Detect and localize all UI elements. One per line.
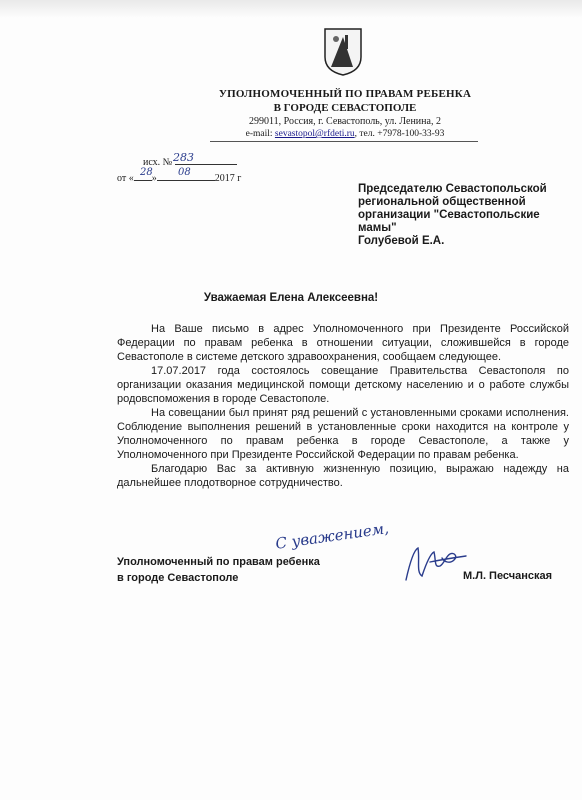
signatory-title (117, 554, 320, 586)
scan-shadow (0, 0, 582, 18)
date-prefix: от « (117, 173, 134, 184)
sender-city: В ГОРОДЕ СЕВАСТОПОЛЕ (273, 102, 417, 114)
salutation: Уважаемая Елена Алексеевна! (203, 292, 379, 304)
header-divider (210, 141, 478, 142)
handwritten-month: 08 (178, 167, 191, 178)
signatory-name: М.Л. Песчанская (463, 570, 553, 582)
date-row: от « » 2017 г (117, 170, 241, 185)
date-suffix: 2017 г (214, 173, 242, 184)
email-label: e-mail: (245, 129, 273, 139)
handwritten-regards: С уважением, (274, 519, 390, 553)
addressee-line: региональной общественной (358, 196, 526, 208)
coat-of-arms-icon (323, 27, 363, 77)
addressee-line: мамы" (358, 222, 397, 234)
signatory-title-line: Уполномоченный по правам ребенка (117, 556, 320, 568)
email-link[interactable]: sevastopol@rfdeti.ru (274, 129, 355, 139)
sender-contacts (200, 128, 490, 140)
handwritten-day: 28 (140, 167, 153, 178)
phone-text: , тел. +7978-100-33-93 (354, 129, 445, 139)
addressee-line: организации "Севастопольские (358, 209, 540, 221)
body-paragraph: На Ваше письмо в адрес Уполномоченного при Президенте Российской Федерации по правам ребенка в отношении ситуации, сложившейся в городе Севастополе в системе детского здравоохранения, сообщаем следующее. (117, 323, 569, 363)
addressee-line: Председателю Севастопольской (358, 183, 547, 195)
addressee-block (358, 183, 568, 248)
number-label: исх. № (143, 157, 173, 168)
sender-address: 299011, Россия, г. Севастополь, ул. Ленина, 2 (249, 116, 441, 127)
handwritten-signature (400, 542, 470, 587)
addressee-name: Голубевой Е.А. (358, 235, 445, 247)
handwritten-number: 283 (173, 151, 194, 164)
signatory-title-line: в городе Севастополе (117, 572, 239, 584)
body-paragraph: Благодарю Вас за активную жизненную позицию, выражаю надежду на дальнейшее плодотворное сотрудничество. (117, 463, 569, 489)
letter-body (117, 322, 569, 490)
body-paragraph: 17.07.2017 года состоялось совещание Правительства Севастополя по организации оказания медицинской помощи детскому населению и о работе службы родовспоможения в городе Севастополе. (117, 365, 569, 405)
body-paragraph: На совещании был принят ряд решений с установленными сроками исполнения. Соблюдение выполнения решений в установленные сроки находится на контроле у Уполномоченного по правам ребенка в городе Севастополе, а также у Уполномоченного при Президенте Российской Федерации по правам ребенка. (117, 407, 569, 461)
sender-title: УПОЛНОМОЧЕННЫЙ ПО ПРАВАМ РЕБЕНКА (218, 88, 472, 100)
